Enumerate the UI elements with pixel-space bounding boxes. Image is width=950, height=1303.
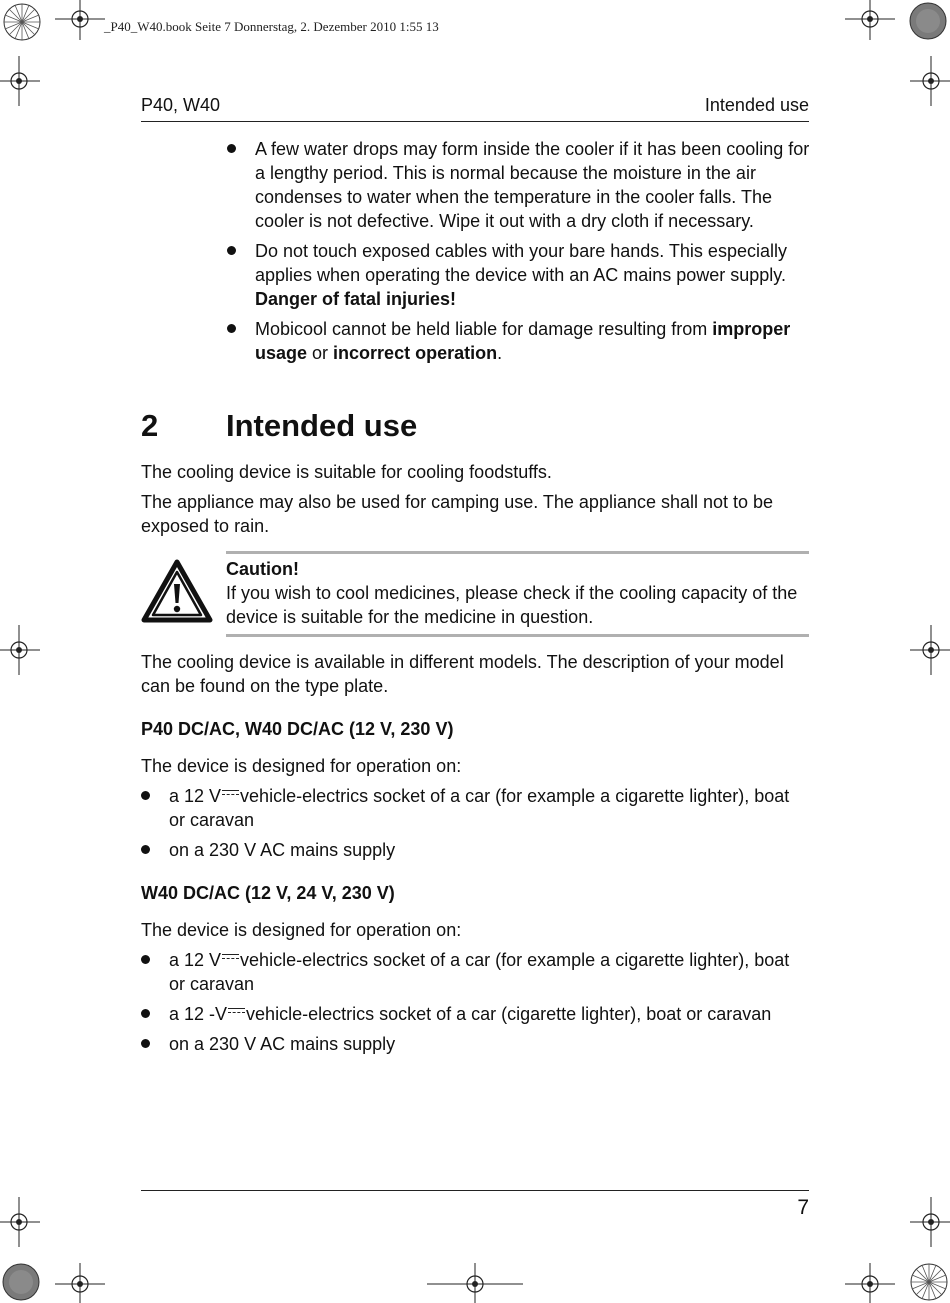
caution-top-rule: [226, 551, 809, 554]
list-item: [169, 784, 809, 832]
caution-text: If you wish to cool medicines, please check if the cooling capacity of the device is suitable for the medicine in question.: [226, 583, 798, 627]
dc-symbol-icon: [222, 790, 239, 798]
crosshair-mark-icon: [845, 0, 895, 40]
model2-intro: The device is designed for operation on:: [141, 920, 462, 940]
bullet-dot-icon: [141, 1009, 150, 1018]
list-item: [255, 137, 810, 233]
bullet-dot-icon: [141, 791, 150, 800]
list-item: [169, 838, 809, 862]
bullet-dot-icon: [141, 1039, 150, 1048]
caution-block: [226, 557, 809, 629]
intro-paragraph: The cooling device is suitable for cooling foodstuffs.: [141, 462, 552, 482]
crosshair-mark-icon: [845, 1263, 895, 1303]
crosshair-mark-icon: [427, 1263, 523, 1303]
section-heading: [141, 408, 417, 444]
dc-symbol-icon: [222, 954, 239, 962]
bullet-dot-icon: [227, 246, 236, 255]
crop-mark-top-left-icon: [0, 0, 42, 42]
print-header: _P40_W40.book Seite 7 Donnerstag, 2. Dezember 2010 1:55 13: [104, 19, 439, 34]
safety-bullet-list: [255, 137, 810, 365]
camping-paragraph: The appliance may also be used for camping use. The appliance shall not to be exposed to rain.: [141, 492, 774, 536]
crosshair-mark-icon: [0, 1197, 40, 1247]
running-header-right: Intended use: [704, 95, 809, 115]
bullet-text: or: [307, 343, 334, 363]
crosshair-mark-icon: [910, 625, 950, 675]
crosshair-mark-icon: [0, 625, 40, 675]
bullet-dot-icon: [141, 955, 150, 964]
caution-bottom-rule: [226, 634, 809, 637]
model1-list: [169, 784, 809, 862]
model1-heading: P40 DC/AC, W40 DC/AC (12 V, 230 V): [141, 719, 454, 739]
bullet-text: vehicle-electrics socket of a car (for example a cigarette lighter), boat or caravan: [169, 786, 790, 830]
header-rule: [141, 121, 809, 122]
registration-circle-icon: [0, 1261, 42, 1303]
bullet-text: vehicle-electrics socket of a car (cigarette lighter), boat or caravan: [246, 1004, 772, 1024]
crosshair-mark-icon: [910, 56, 950, 106]
crosshair-mark-icon: [55, 1263, 105, 1303]
section-title: Intended use: [226, 408, 418, 443]
model1-intro: The device is designed for operation on:: [141, 756, 462, 776]
list-item: [169, 1002, 809, 1026]
bold-term: improper usage: [255, 319, 791, 363]
section-number: 2: [141, 408, 159, 443]
bullet-text: Do not touch exposed cables with your bare hands. This especially applies when operating the device with an AC mains power supply.: [255, 241, 787, 285]
bullet-text: a 12 V: [169, 786, 222, 806]
danger-warning: Danger of fatal injuries!: [255, 289, 457, 309]
bullet-text: vehicle-electrics socket of a car (for example a cigarette lighter), boat or caravan: [169, 950, 790, 994]
dc-symbol-icon: [228, 1008, 245, 1016]
page-number: 7: [797, 1196, 809, 1219]
bullet-text: a 12 -V: [169, 1004, 228, 1024]
footer-rule: [141, 1190, 809, 1191]
model2-list: [169, 948, 809, 1056]
bullet-text: a 12 V: [169, 950, 222, 970]
crosshair-mark-icon: [910, 1197, 950, 1247]
caution-title: Caution!: [226, 559, 299, 579]
bullet-text: .: [497, 343, 503, 363]
crosshair-mark-icon: [0, 56, 40, 106]
bullet-dot-icon: [227, 144, 236, 153]
bullet-text: Mobicool cannot be held liable for damage resulting from: [255, 319, 713, 339]
crosshair-mark-icon: [55, 0, 105, 40]
bullet-text: on a 230 V AC mains supply: [169, 1034, 396, 1054]
list-item: [169, 1032, 809, 1056]
list-item: [169, 948, 809, 996]
bold-term: incorrect operation: [333, 343, 498, 363]
model2-heading: W40 DC/AC (12 V, 24 V, 230 V): [141, 883, 395, 903]
bullet-dot-icon: [141, 845, 150, 854]
list-item: [255, 239, 810, 311]
bullet-text: A few water drops may form inside the cooler if it has been cooling for a lengthy period. This is normal because the moisture in the air condenses to water when the temperature in the cooler falls. The cooler is not defective. Wipe it out with a dry cloth if necessary.: [255, 139, 810, 231]
bullet-dot-icon: [227, 324, 236, 333]
warning-triangle-icon: [141, 559, 213, 623]
bullet-text: on a 230 V AC mains supply: [169, 840, 396, 860]
models-paragraph: The cooling device is available in different models. The description of your model can be found on the type plate.: [141, 652, 784, 696]
running-header-left: P40, W40: [141, 95, 221, 115]
registration-circle-icon: [908, 1, 948, 41]
crop-mark-bottom-right-icon: [908, 1261, 950, 1303]
list-item: [255, 317, 810, 365]
